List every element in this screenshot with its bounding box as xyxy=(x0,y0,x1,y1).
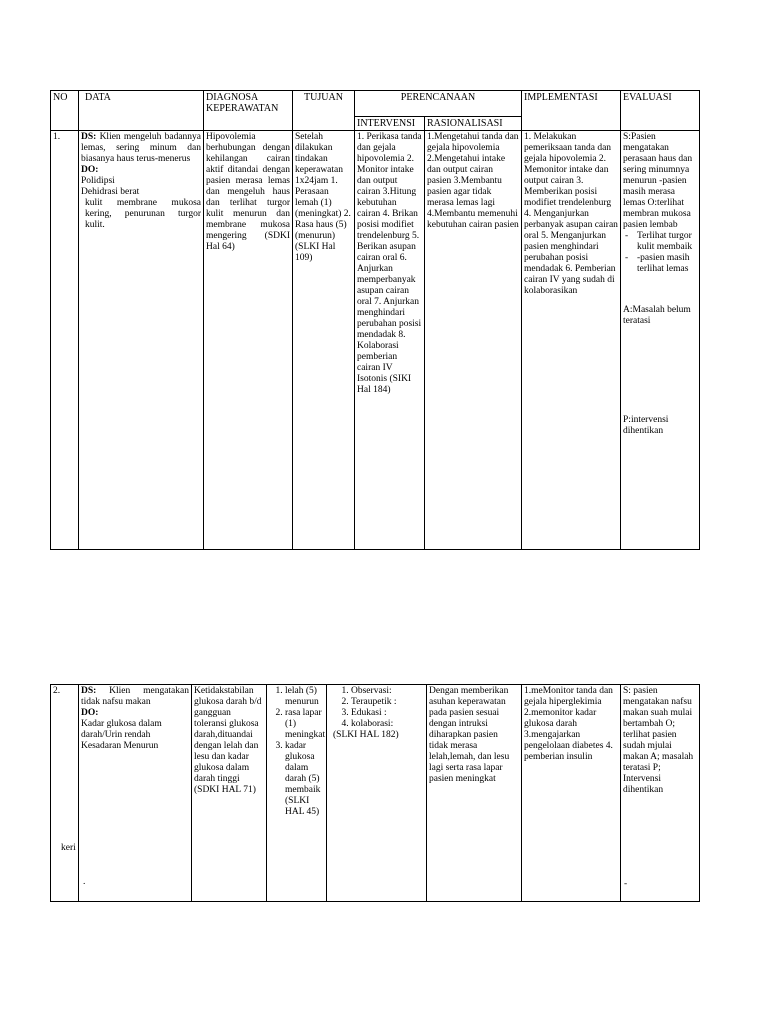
row2-diagnosa: Ketidakstabilan glukosa darah b/d gangguan toleransi glukosa darah,dituandai dengan lelah dan lesu dan kadar glukosa dalam darah tinggi (SDKI HAL 71) xyxy=(192,685,267,902)
header-perencanaan: PERENCANAAN xyxy=(355,91,522,117)
row2-rasionalisasi: Dengan memberikan asuhan keperawatan pada pasien sesuai dengan intruksi diharapkan pasien tidak merasa lelah,lemah, dan lesu lagi serta rasa lapar pasien meningkat xyxy=(427,685,522,902)
row1-evaluasi-s: S:Pasien mengatakan perasaan haus dan sering minumnya menurun -pasien masih merasa lemas O:terlihat membran mukosa pasien lembab xyxy=(623,132,693,230)
row1-evaluasi-p: P:intervensi dihentikan xyxy=(623,415,669,436)
header-evaluasi: EVALUASI xyxy=(621,91,700,131)
row1-data xyxy=(79,131,204,550)
row2-no: 2. xyxy=(51,685,79,902)
row2-evaluasi-dash: - xyxy=(624,879,628,889)
row2-evaluasi-text: S: pasien mengatakan nafsu makan suah mulai bertambah O; terlihat pasien sudah mjulai makan A; masalah teratasi P; Intervensi dihentikan xyxy=(623,686,694,795)
row1-do-item-2: Dehidrasi berat xyxy=(81,187,140,197)
row2-intervensi-item-4: 4. kolaborasi: xyxy=(351,719,424,730)
row1-no: 1. xyxy=(51,131,79,550)
row2-intervensi-item-2: 2. Teraupetik : xyxy=(351,697,424,708)
row2-intervensi xyxy=(327,685,427,902)
row2-dot: . xyxy=(83,877,86,887)
row1-intervensi: 1. Perikasa tanda dan gejala hipovolemia 2. Monitor intake dan output cairan 3.Hitung kebutuhan cairan 4. Brikan posisi modifiet trendelenburg 5. Berikan asupan cairan oral 6. Anjurkan memperbanyak asupan cairan oral 7. Anjurkan menghindari perubahan posisi mendadak 8. Kolaborasi pemberian cairan IV Isotonis (SIKI Hal 184) xyxy=(355,131,425,550)
care-plan-table-1 xyxy=(50,90,700,550)
header-tujuan: TUJUAN xyxy=(293,91,355,131)
row2-data xyxy=(61,685,192,902)
row2-tujuan xyxy=(267,685,327,902)
row1-implementasi: 1. Melakukan pemeriksaan tanda dan gejala hipovolemia 2. Memonitor intake dan output cairan 3. Memberikan posisi modifiet trendelenburg 4. Menganjurkan perbanyak asupan cairan oral 5. Menganjurkan pasien menghindari perubahan posisi mendadak 6. Pemberian cairan IV yang sudah di kolaborasikan xyxy=(522,131,621,550)
row1-evaluasi xyxy=(621,131,700,550)
care-plan-table-2 xyxy=(50,684,700,902)
row1-tujuan: Setelah dilakukan tindakan keperawatan 1x24jam 1. Perasaan lemah (1) (meningkat) 2. Rasa haus (5) (menurun) (SLKI Hal 109) xyxy=(293,131,355,550)
row1-diagnosa: Hipovolemia berhubungan dengan kehilangan cairan aktif ditandai dengan pasien merasa lemas dan mengeluh haus dan terlihat turgor kulit menurun dan membrane mukosa mengering (SDKI Hal 64) xyxy=(204,131,293,550)
row2-tujuan-item-3: 3. kadar glukosa dalam darah (5) membaik (SLKI HAL 45) xyxy=(285,741,324,818)
row1-evaluasi-item-2: - -pasien masih terlihat lemas xyxy=(637,253,697,275)
header-diagnosa: DIAGNOSA KEPERAWATAN xyxy=(204,91,293,131)
header-intervensi: INTERVENSI xyxy=(355,117,425,131)
header-data: DATA xyxy=(79,91,204,131)
header-implementasi: IMPLEMENTASI xyxy=(522,91,621,131)
header-rasionalisasi: RASIONALISASI xyxy=(425,117,522,131)
row2-intervensi-item-1: 1. Observasi: xyxy=(351,686,424,697)
row2-do-label: DO: xyxy=(81,708,99,718)
row2-implementasi: 1.meMonitor tanda dan gejala hiperglekimia 2.memonitor kadar glukosa darah 3.mengajarkan pengelolaan diabetes 4. pemberian insulin xyxy=(522,685,621,902)
row1-evaluasi-list xyxy=(623,231,697,275)
row2-tujuan-item-2: 2. rasa lapar (1) meningkat xyxy=(285,708,324,741)
header-no: NO xyxy=(51,91,79,131)
row1-ds-label: DS: xyxy=(81,132,97,142)
row2-evaluasi xyxy=(621,685,700,902)
row1-evaluasi-a: A:Masalah belum teratasi xyxy=(623,305,691,326)
row1-do-item-1: Polidipsi xyxy=(81,176,115,186)
row2-tujuan-list xyxy=(269,686,324,818)
row1-ds-text: Klien mengeluh badannya lemas, sering minum dan biasanya haus terus-menerus xyxy=(81,132,202,164)
row2-intervensi-ref: (SLKI HAL 182) xyxy=(333,730,399,740)
row2-ds-text: Klien mengatakan tidak nafsu makan xyxy=(81,686,189,707)
row2-intervensi-list xyxy=(329,686,424,730)
row2-intervensi-item-3: 3. Edukasi : xyxy=(351,708,424,719)
row1-rasionalisasi: 1.Mengetahui tanda dan gejala hipovolemia 2.Mengetahui intake dan output cairan pasien 3.Membantu pasien agar tidak merasa lemas lagi 4.Membantu memenuhi kebutuhan cairan pasien xyxy=(425,131,522,550)
row2-ds-label: DS: xyxy=(81,686,97,696)
row2-tujuan-item-1: 1. lelah (5) menurun xyxy=(285,686,324,708)
row1-evaluasi-item-1: - Terlihat turgor kulit membaik xyxy=(637,231,697,253)
row2-keri: keri xyxy=(61,843,76,853)
row2-do-text: Kadar glukosa dalam darah/Urin rendah Kesadaran Menurun xyxy=(81,719,162,751)
row1-do-item-3: kulit membrane mukosa kering, penurunan turgor kulit. xyxy=(85,198,201,230)
row1-do-label: DO: xyxy=(81,165,99,175)
